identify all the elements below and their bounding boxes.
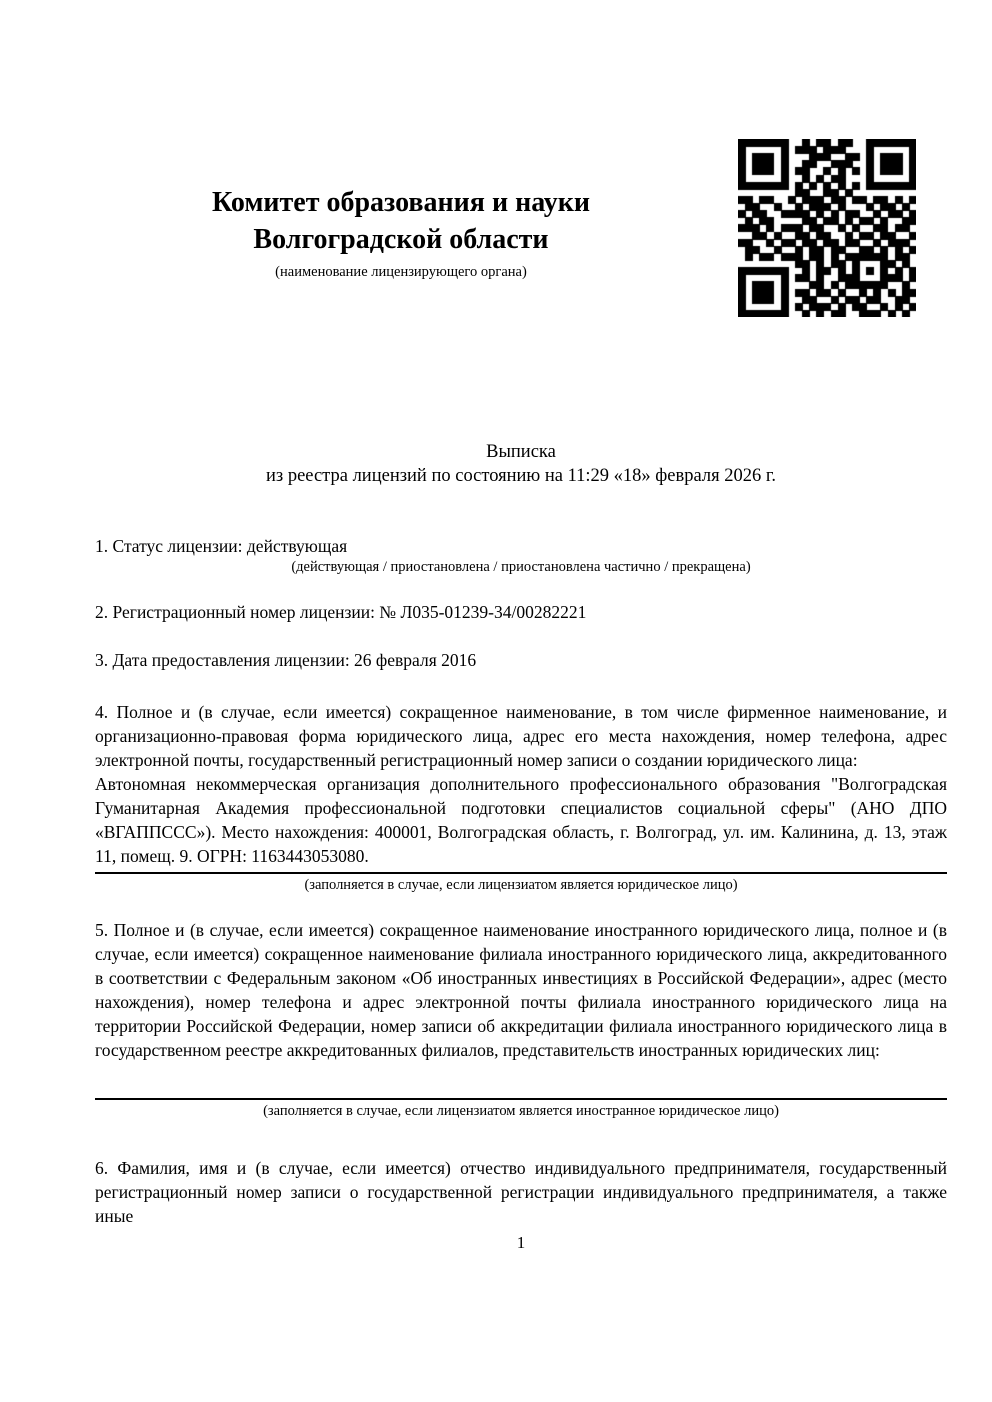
document-header (95, 0, 947, 317)
item4-legal-text: 4. Полное и (в случае, если имеется) сокращенное наименование, в том числе фирменное наименование, и организационно-правовая форма юридического лица, адрес его места нахождения, номер телефона, адрес электронной почты, государственный регистрационный номер записи о создании юридического лица: (95, 702, 947, 770)
foreign-entity-fill-caption: (заполняется в случае, если лицензиатом является иностранное юридическое лицо) (263, 1103, 779, 1119)
item6-legal-text: 6. Фамилия, имя и (в случае, если имеется) отчество индивидуального предпринимателя, государственный регистрационный номер записи о государственной регистрации индивидуального предпринимателя, а также иные (95, 1158, 947, 1226)
licensing-authority-name-line1: Комитет образования и науки (211, 187, 591, 218)
item4-licensee-details: Автономная некоммерческая организация дополнительного профессионального образования "Волгоградская Гуманитарная Академия профессиональной подготовки специалистов социальной сферы" (АНО ДПО «ВГАППССС»). Место нахождения: 400001, Волгоградская область, г. Волгоград, ул. им. Калинина, д. 13, этаж 11, помещ. 9. ОГРН: 1163443053080. (95, 774, 947, 866)
license-registration-number-line: 2. Регистрационный номер лицензии: № Л035-01239-34/00282221 (95, 602, 587, 622)
license-status-line: 1. Статус лицензии: действующая (95, 536, 348, 556)
licensing-authority-block (95, 139, 707, 281)
document-title-line2: из реестра лицензий по состоянию на 11:29 «18» февраля 2026 г. (266, 466, 776, 486)
licensing-authority-name (95, 185, 707, 259)
licensing-authority-caption: (наименование лицензирующего органа) (275, 263, 527, 280)
qr-code-container (738, 139, 916, 317)
document-title-line1: Выписка (486, 442, 556, 462)
legal-entity-fill-caption: (заполняется в случае, если лицензиатом является юридическое лицо) (304, 877, 738, 893)
qr-code (738, 139, 916, 317)
document-title (95, 440, 947, 488)
license-grant-date-line: 3. Дата предоставления лицензии: 26 февраля 2016 (95, 650, 477, 670)
licensing-authority-name-line2: Волгоградской области (253, 223, 549, 255)
page-number: 1 (516, 1233, 526, 1252)
license-status-options-caption: (действующая / приостановлена / приостановлена частично / прекращена) (291, 559, 751, 575)
field-line-foreign-entity (95, 1098, 947, 1100)
field-line-legal-entity (95, 872, 947, 874)
item5-legal-text: 5. Полное и (в случае, если имеется) сокращенное наименование иностранного юридического лица, полное и (в случае, если имеется) сокращенное наименование филиала иностранного юридического лица, аккредитованного в соответствии с Федеральным законом «Об иностранных инвестициях в Российской Федерации», адрес (место нахождения), номер телефона и адрес электронной почты филиала иностранного юридического лица на территории Российской Федерации, номер записи об аккредитации филиала иностранного юридического лица в государственном реестре аккредитованных филиалов, представительств иностранных юридических лиц: (95, 920, 947, 1060)
